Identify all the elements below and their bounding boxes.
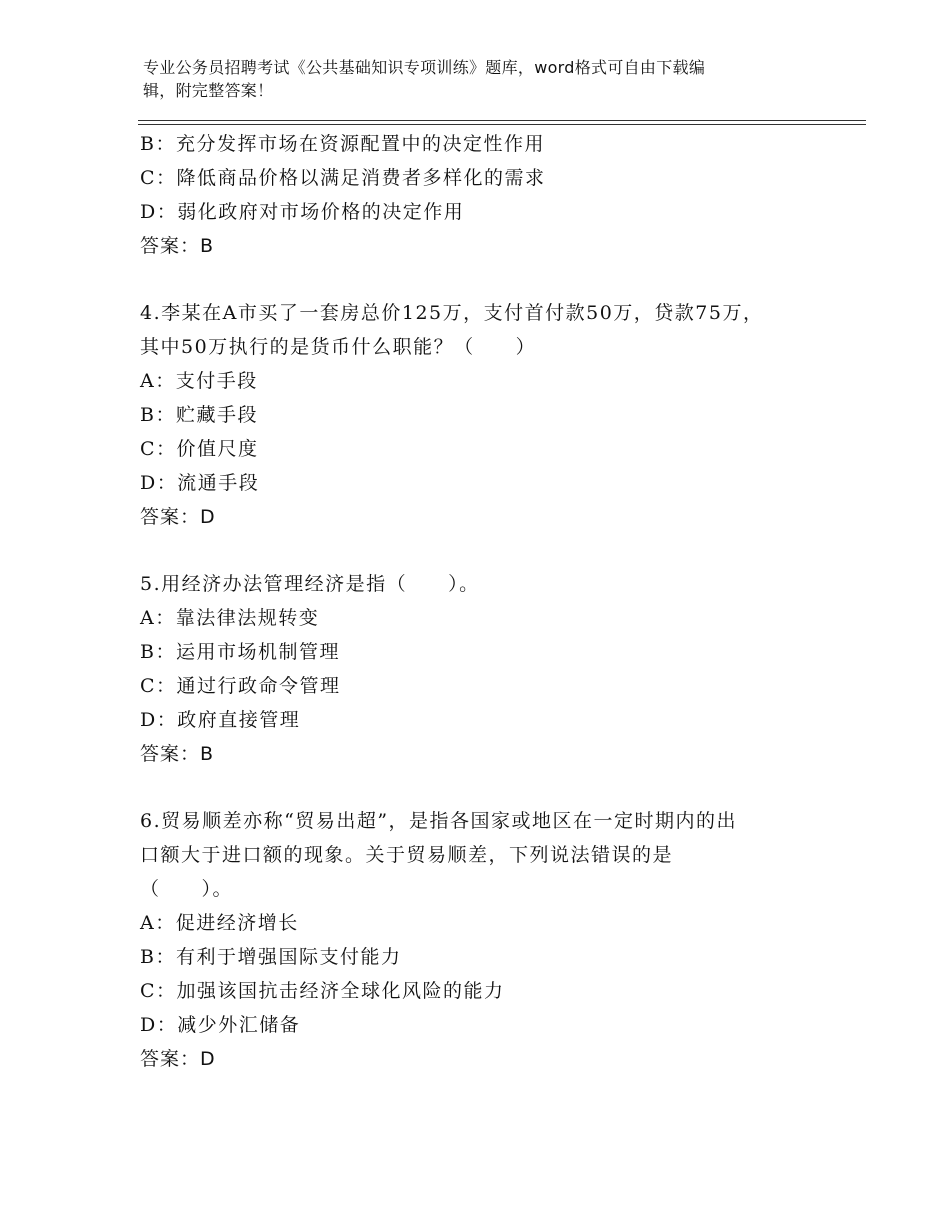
question-4 (140, 296, 820, 534)
header-line-1: 专业公务员招聘考试《公共基础知识专项训练》题库，word格式可自由下载编 (143, 58, 706, 77)
answer-line: 答案：D (140, 506, 216, 528)
option-d: D：流通手段 (140, 472, 260, 494)
option-b: B：充分发挥市场在资源配置中的决定性作用 (140, 133, 545, 155)
option-a: A：靠法律法规转变 (140, 607, 320, 629)
option-b: B：有利于增强国际支付能力 (140, 946, 402, 968)
option-c: C：价值尺度 (140, 438, 259, 460)
header-divider-bottom (138, 124, 866, 125)
answer-line: 答案：D (140, 1048, 216, 1070)
question-list (140, 127, 820, 1076)
question-6 (140, 804, 820, 1076)
question-5 (140, 567, 820, 771)
option-c: C：降低商品价格以满足消费者多样化的需求 (140, 167, 546, 189)
question-stem-line: 5.用经济办法管理经济是指（ ）。 (140, 573, 480, 595)
question-stem-line: 4.李某在A市买了一套房总价125万，支付首付款50万，贷款75万， (140, 302, 764, 324)
header-divider-top (138, 120, 866, 121)
option-d: D：减少外汇储备 (140, 1014, 301, 1036)
question-stem-line: 其中50万执行的是货币什么职能？（ ） (140, 336, 537, 358)
previous-question-tail (140, 127, 820, 263)
question-stem-line: 6.贸易顺差亦称“贸易出超”，是指各国家或地区在一定时期内的出 (140, 810, 738, 832)
document-header (143, 56, 803, 102)
header-line-2: 辑，附完整答案！ (143, 81, 274, 100)
answer-line: 答案：B (140, 235, 215, 257)
option-d: D：弱化政府对市场价格的决定作用 (140, 201, 465, 223)
option-c: C：通过行政命令管理 (140, 675, 341, 697)
answer-line: 答案：B (140, 743, 215, 765)
option-d: D：政府直接管理 (140, 709, 301, 731)
option-c: C：加强该国抗击经济全球化风险的能力 (140, 980, 505, 1002)
option-a: A：促进经济增长 (140, 912, 299, 934)
option-b: B：运用市场机制管理 (140, 641, 340, 663)
option-a: A：支付手段 (140, 370, 258, 392)
question-stem-line: （ ）。 (140, 878, 234, 900)
option-b: B：贮藏手段 (140, 404, 258, 426)
question-stem-line: 口额大于进口额的现象。关于贸易顺差，下列说法错误的是 (140, 844, 674, 866)
